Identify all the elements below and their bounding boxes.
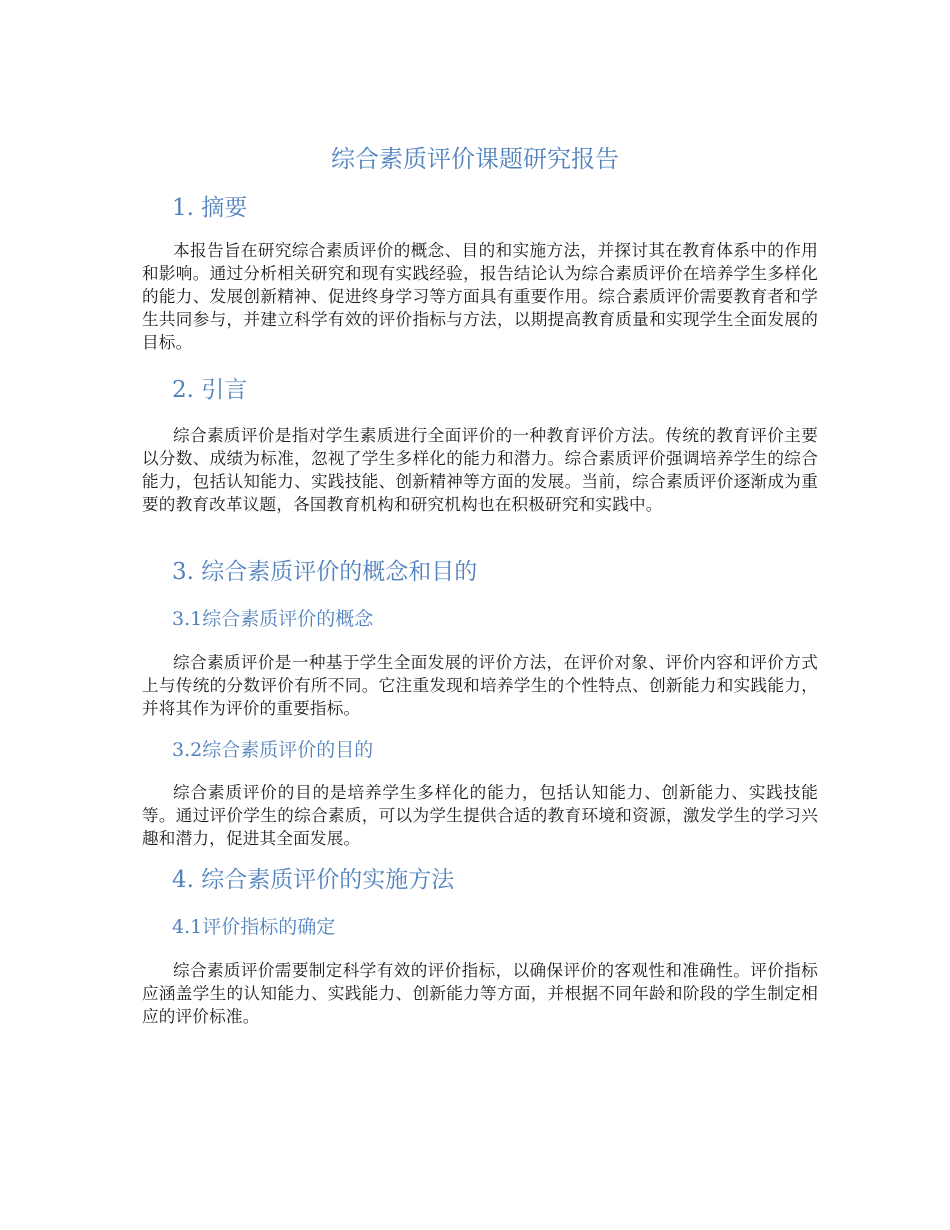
section-heading-concept-purpose: 3. 综合素质评价的概念和目的 [172, 559, 478, 585]
section-heading-introduction: 2. 引言 [172, 377, 248, 403]
subsection-paragraph-purpose: 综合素质评价的目的是培养学生多样化的能力，包括认知能力、创新能力、实践技能等。通过评价学生的综合素质，可以为学生提供合适的教育环境和资源，激发学生的学习兴趣和潜力，促进其全面发展。 [142, 783, 818, 848]
section-paragraph-introduction: 综合素质评价是指对学生素质进行全面评价的一种教育评价方法。传统的教育评价主要以分数、成绩为标准，忽视了学生多样化的能力和潜力。综合素质评价强调培养学生的综合能力，包括认知能力、实践技能、创新精神等方面的发展。当前，综合素质评价逐渐成为重要的教育改革议题，各国教育机构和研究机构也在积极研究和实践中。 [142, 426, 818, 514]
subsection-heading-purpose: 3.2综合素质评价的目的 [172, 739, 374, 761]
section-paragraph-abstract: 本报告旨在研究综合素质评价的概念、目的和实施方法，并探讨其在教育体系中的作用和影响。通过分析相关研究和现有实践经验，报告结论认为综合素质评价在培养学生多样化的能力、发展创新精神、促进终身学习等方面具有重要作用。综合素质评价需要教育者和学生共同参与，并建立科学有效的评价指标与方法，以期提高教育质量和实现学生全面发展的目标。 [142, 241, 818, 352]
subsection-heading-concept: 3.1综合素质评价的概念 [172, 608, 374, 630]
section-heading-implementation: 4. 综合素质评价的实施方法 [172, 867, 455, 893]
subsection-paragraph-indicators: 综合素质评价需要制定科学有效的评价指标，以确保评价的客观性和准确性。评价指标应涵盖学生的认知能力、实践能力、创新能力等方面，并根据不同年龄和阶段的学生制定相应的评价标准。 [142, 961, 818, 1026]
section-heading-abstract: 1. 摘要 [172, 195, 248, 221]
subsection-paragraph-concept: 综合素质评价是一种基于学生全面发展的评价方法，在评价对象、评价内容和评价方式上与传统的分数评价有所不同。它注重发现和培养学生的个性特点、创新能力和实践能力，并将其作为评价的重要指标。 [142, 653, 818, 718]
subsection-heading-indicators: 4.1评价指标的确定 [172, 916, 336, 938]
document-title: 综合素质评价课题研究报告 [331, 145, 619, 173]
